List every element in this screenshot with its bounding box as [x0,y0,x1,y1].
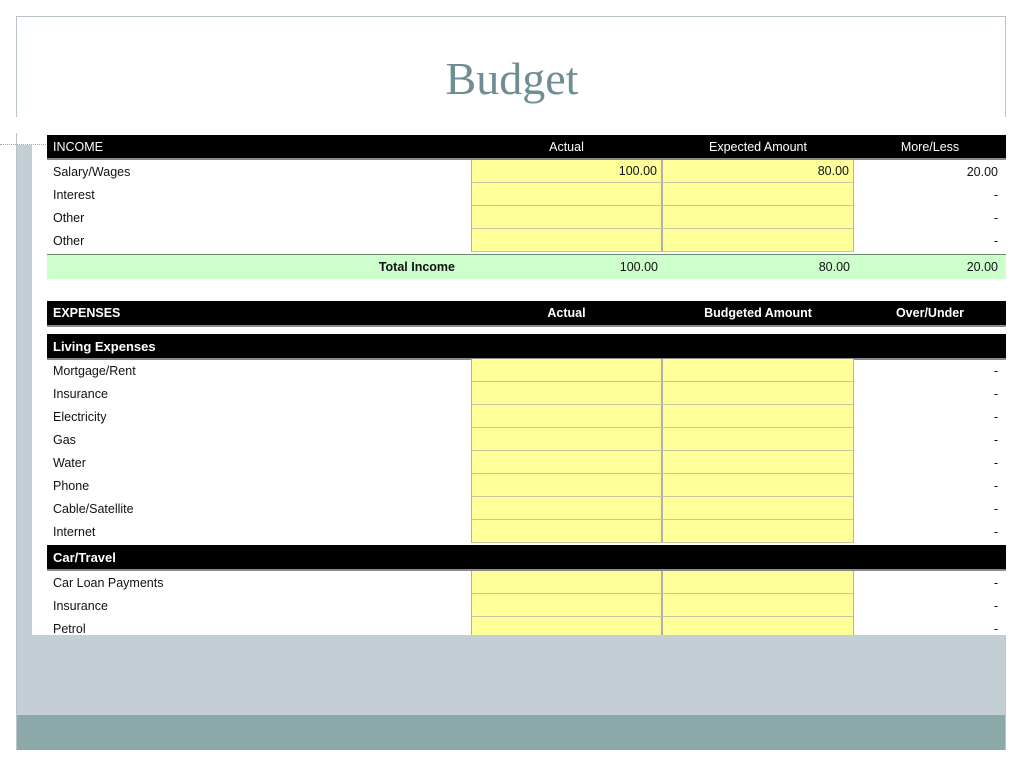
budgeted-input-cell[interactable] [662,451,854,474]
table-row [47,382,1006,405]
actual-input-cell[interactable] [471,497,662,520]
row-label: Mortgage/Rent [53,363,136,378]
expected-input-cell[interactable]: 80.00 [662,160,854,183]
row-label: Interest [53,187,95,202]
bottom-decor-band [17,635,1005,715]
footer-band [17,715,1005,750]
row-label: Phone [53,478,90,493]
table-row [47,497,1006,520]
row-label: Petrol [53,621,86,635]
budgeted-input-cell[interactable] [662,359,854,382]
actual-input-cell[interactable] [471,183,662,206]
actual-input-cell[interactable] [471,571,662,594]
budgeted-input-cell[interactable] [662,520,854,543]
row-label: Other [53,210,85,225]
diff-value: - [993,187,998,202]
diff-value: - [993,210,998,225]
actual-input-cell[interactable] [471,594,662,617]
budgeted-input-cell[interactable] [662,428,854,451]
left-decor-band [17,145,32,635]
total-income-row [47,254,1006,279]
total-income-diff: 20.00 [966,260,998,274]
table-row [47,405,1006,428]
income-header-actual: Actual [549,139,584,154]
section-header-car-travel [47,545,1006,571]
budgeted-input-cell[interactable] [662,405,854,428]
actual-input-cell[interactable] [471,359,662,382]
income-header-diff: More/Less [900,139,960,154]
actual-input-cell[interactable] [471,474,662,497]
row-label: Insurance [53,598,108,613]
table-row [47,183,1006,206]
budgeted-input-cell[interactable] [662,497,854,520]
diff-value: - [993,409,998,424]
total-income-expected: 80.00 [818,260,850,274]
row-label: Cable/Satellite [53,501,134,516]
table-row [47,594,1006,617]
section-title: Car/Travel [53,549,116,565]
actual-input-cell[interactable] [471,206,662,229]
actual-input-cell[interactable] [471,617,662,635]
diff-value: - [993,598,998,613]
budget-sheet [47,130,1006,635]
row-label: Gas [53,432,76,447]
budgeted-input-cell[interactable] [662,474,854,497]
income-header-row [47,135,1006,160]
actual-input-cell[interactable] [471,451,662,474]
dotted-rule [0,144,46,145]
table-row [47,160,1006,183]
actual-input-cell[interactable] [471,428,662,451]
diff-value: - [993,575,998,590]
expected-input-cell[interactable] [662,183,854,206]
actual-input-cell[interactable] [471,405,662,428]
diff-value: - [993,363,998,378]
row-label: Insurance [53,386,108,401]
income-header-label: INCOME [53,139,103,154]
total-income-actual: 100.00 [619,260,658,274]
diff-value: - [993,386,998,401]
diff-value: - [993,524,998,539]
expenses-header-actual: Actual [547,306,586,320]
row-label: Car Loan Payments [53,575,164,590]
section-header-living [47,334,1006,360]
income-header-expected: Expected Amount [709,139,807,154]
table-row [47,229,1006,252]
actual-input-cell[interactable] [471,382,662,405]
table-row [47,428,1006,451]
expenses-header-budgeted: Budgeted Amount [704,306,812,320]
table-row [47,520,1006,543]
section-title: Living Expenses [53,338,156,354]
diff-value: - [993,455,998,470]
table-row [47,206,1006,229]
expected-input-cell[interactable] [662,229,854,252]
actual-input-cell[interactable] [471,520,662,543]
table-row [47,474,1006,497]
row-label: Water [53,455,86,470]
budgeted-input-cell[interactable] [662,617,854,635]
diff-value: - [993,478,998,493]
diff-value: 20.00 [966,164,998,179]
actual-input-cell[interactable]: 100.00 [471,160,662,183]
diff-value: - [993,432,998,447]
expenses-header-label: EXPENSES [53,306,121,320]
table-row [47,571,1006,594]
diff-value: - [993,621,998,635]
expected-input-cell[interactable] [662,206,854,229]
table-row [47,617,1006,635]
table-row [47,451,1006,474]
diff-value: - [993,233,998,248]
row-label: Internet [53,524,96,539]
row-label: Other [53,233,85,248]
actual-input-cell[interactable] [471,229,662,252]
row-label: Salary/Wages [53,164,131,179]
total-income-label: Total Income [378,260,455,274]
budgeted-input-cell[interactable] [662,594,854,617]
slide-title: Budget [445,53,579,104]
table-row [47,359,1006,382]
expenses-header-row [47,301,1006,327]
row-label: Electricity [53,409,107,424]
diff-value: - [993,501,998,516]
budgeted-input-cell[interactable] [662,571,854,594]
budgeted-input-cell[interactable] [662,382,854,405]
expenses-header-diff: Over/Under [895,306,965,320]
